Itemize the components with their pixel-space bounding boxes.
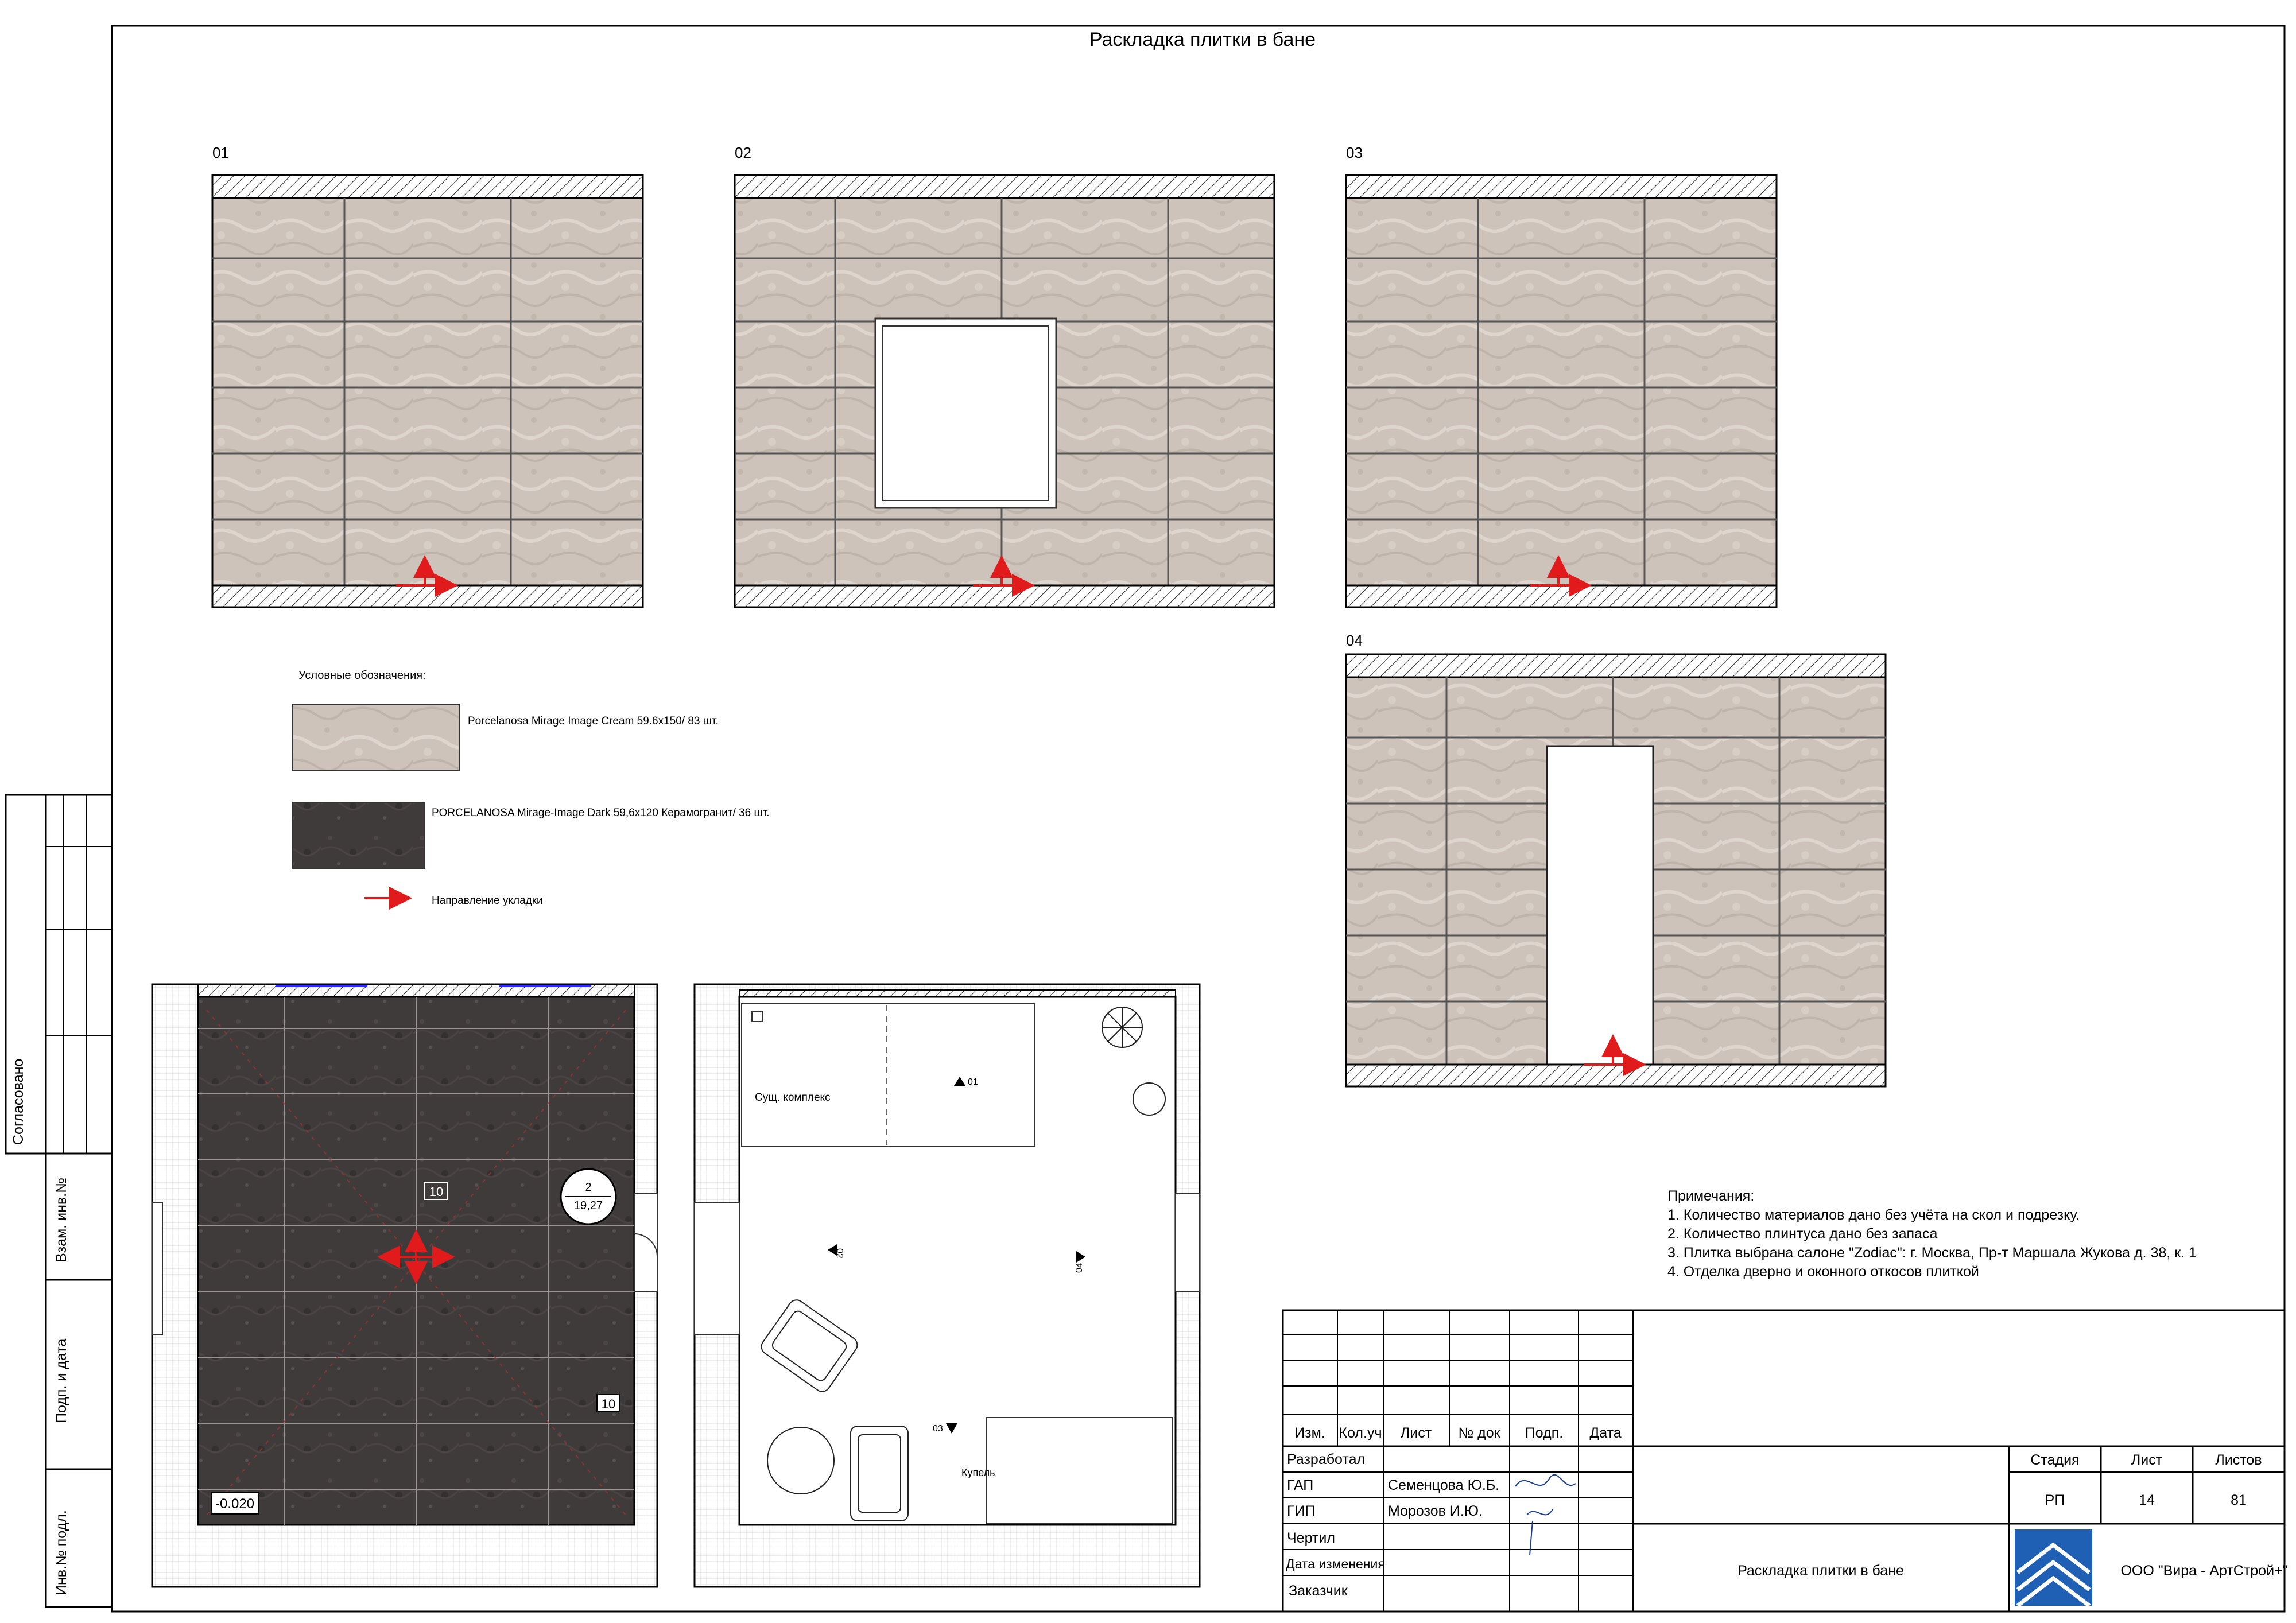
- room-area: 19,27: [573, 1199, 603, 1212]
- tb-header-sign: Подп.: [1525, 1425, 1564, 1441]
- room-number: 2: [585, 1181, 592, 1194]
- legend-direction-label: Направление укладки: [432, 895, 543, 907]
- elevation-01: [212, 144, 643, 607]
- elevation-label: 04: [1346, 632, 1363, 649]
- note-line: 1. Количество материалов дано без учёта на скол и подрезку.: [1667, 1207, 2080, 1223]
- door-in-plan: [634, 1194, 657, 1291]
- label-font-tub: Купель: [961, 1467, 995, 1478]
- note-line: 2. Количество плинтуса дано без запаса: [1667, 1226, 1938, 1242]
- legend-swatch-cream: [293, 705, 459, 771]
- tb-header-kol: Кол.уч: [1339, 1425, 1382, 1441]
- legend: [293, 669, 770, 907]
- note-line: 3. Плитка выбрана салоне "Zodiac": г. Москва, Пр-т Маршала Жукова д. 38, к. 1: [1667, 1245, 2197, 1261]
- tile-count-bottom: 10: [601, 1397, 616, 1411]
- furniture-plan: [695, 984, 1200, 1587]
- floor-level: -0.020: [215, 1496, 255, 1512]
- tb-stage-value: РП: [2045, 1492, 2065, 1508]
- floor-hatch: [1346, 585, 1777, 607]
- elevation-02: [735, 144, 1274, 607]
- tile-field: [212, 198, 643, 585]
- wall-hatch: [739, 990, 1176, 997]
- stamp-sign-date: Подп. и дата: [53, 1338, 69, 1423]
- door-opening: [1547, 746, 1653, 1065]
- tb-header-list: Лист: [1400, 1425, 1432, 1441]
- notes: [1667, 1188, 2197, 1280]
- title-block: [1283, 1310, 2288, 1612]
- legend-label-cream: Porcelanosa Mirage Image Cream 59.6x150/ 83 шт.: [468, 715, 719, 727]
- tb-name: Морозов И.Ю.: [1388, 1503, 1483, 1519]
- notes-heading: Примечания:: [1667, 1188, 1755, 1204]
- tile-field: [1346, 198, 1777, 585]
- tb-header-doc: № док: [1458, 1425, 1500, 1441]
- legend-label-dark: PORCELANOSA Mirage-Image Dark 59,6x120 Керамогранит/ 36 шт.: [432, 807, 770, 819]
- elevation-label: 01: [212, 144, 229, 161]
- tb-role: ГИП: [1287, 1503, 1316, 1519]
- ceiling-hatch: [1346, 175, 1777, 198]
- company-logo-icon: [2015, 1529, 2092, 1606]
- tb-role: Разработал: [1287, 1451, 1366, 1467]
- ceiling-hatch: [735, 175, 1274, 198]
- tb-sheet-value: 14: [2139, 1492, 2155, 1508]
- stamp-inv-orig: Инв.№ подл.: [53, 1510, 69, 1595]
- elevation-label: 02: [735, 144, 751, 161]
- existing-complex: [742, 1003, 1034, 1147]
- marker-02: 02: [835, 1248, 844, 1259]
- stamp-agreed: Согласовано: [10, 1058, 26, 1145]
- tb-role: Дата изменения: [1286, 1556, 1385, 1571]
- tb-name: Семенцова Ю.Б.: [1388, 1477, 1500, 1493]
- label-existing-complex: Сущ. комплекс: [755, 1092, 831, 1104]
- tb-header-date: Дата: [1589, 1425, 1622, 1441]
- tb-header-izm: Изм.: [1294, 1425, 1325, 1441]
- window-opening: [875, 319, 1056, 508]
- ceiling-hatch: [1346, 654, 1886, 677]
- tb-sheets-value: 81: [2231, 1492, 2247, 1508]
- tb-role: Заказчик: [1289, 1583, 1348, 1599]
- legend-swatch-dark: [293, 802, 425, 868]
- elevation-label: 03: [1346, 144, 1363, 161]
- elevation-03: [1346, 144, 1777, 607]
- elevation-04: [1346, 632, 1886, 1086]
- note-line: 4. Отделка дверно и оконного откосов плиткой: [1667, 1264, 1979, 1280]
- marker-04: 04: [1075, 1263, 1084, 1273]
- tb-role: Чертил: [1287, 1530, 1335, 1546]
- tb-sheet-label: Лист: [2131, 1452, 2163, 1468]
- page-title: Раскладка плитки в бане: [1089, 29, 1316, 51]
- signature-scribbles: [1515, 1475, 1576, 1555]
- tb-drawing-name: Раскладка плитки в бане: [1737, 1563, 1904, 1579]
- marker-03: 03: [933, 1424, 943, 1434]
- font-tub: [986, 1418, 1173, 1524]
- window-in-plan: [695, 1202, 739, 1334]
- door-in-plan: [1176, 1194, 1200, 1291]
- tb-company: ООО "Вира - АртСтрой+": [2120, 1563, 2288, 1579]
- marker-01: 01: [968, 1077, 978, 1087]
- floor-hatch: [1346, 1065, 1886, 1086]
- legend-heading: Условные обозначения:: [298, 669, 426, 682]
- floor-hatch: [735, 585, 1274, 607]
- window-in-plan: [152, 1202, 162, 1334]
- floor-tile-plan: [152, 984, 657, 1587]
- tb-role: ГАП: [1287, 1477, 1314, 1493]
- stamp-swap-inv: Взам. инв.№: [53, 1178, 69, 1263]
- tile-count-top: 10: [429, 1185, 444, 1199]
- tb-stage-label: Стадия: [2030, 1452, 2080, 1468]
- tb-sheets-label: Листов: [2215, 1452, 2262, 1468]
- ceiling-hatch: [212, 175, 643, 198]
- floor-hatch: [212, 585, 643, 607]
